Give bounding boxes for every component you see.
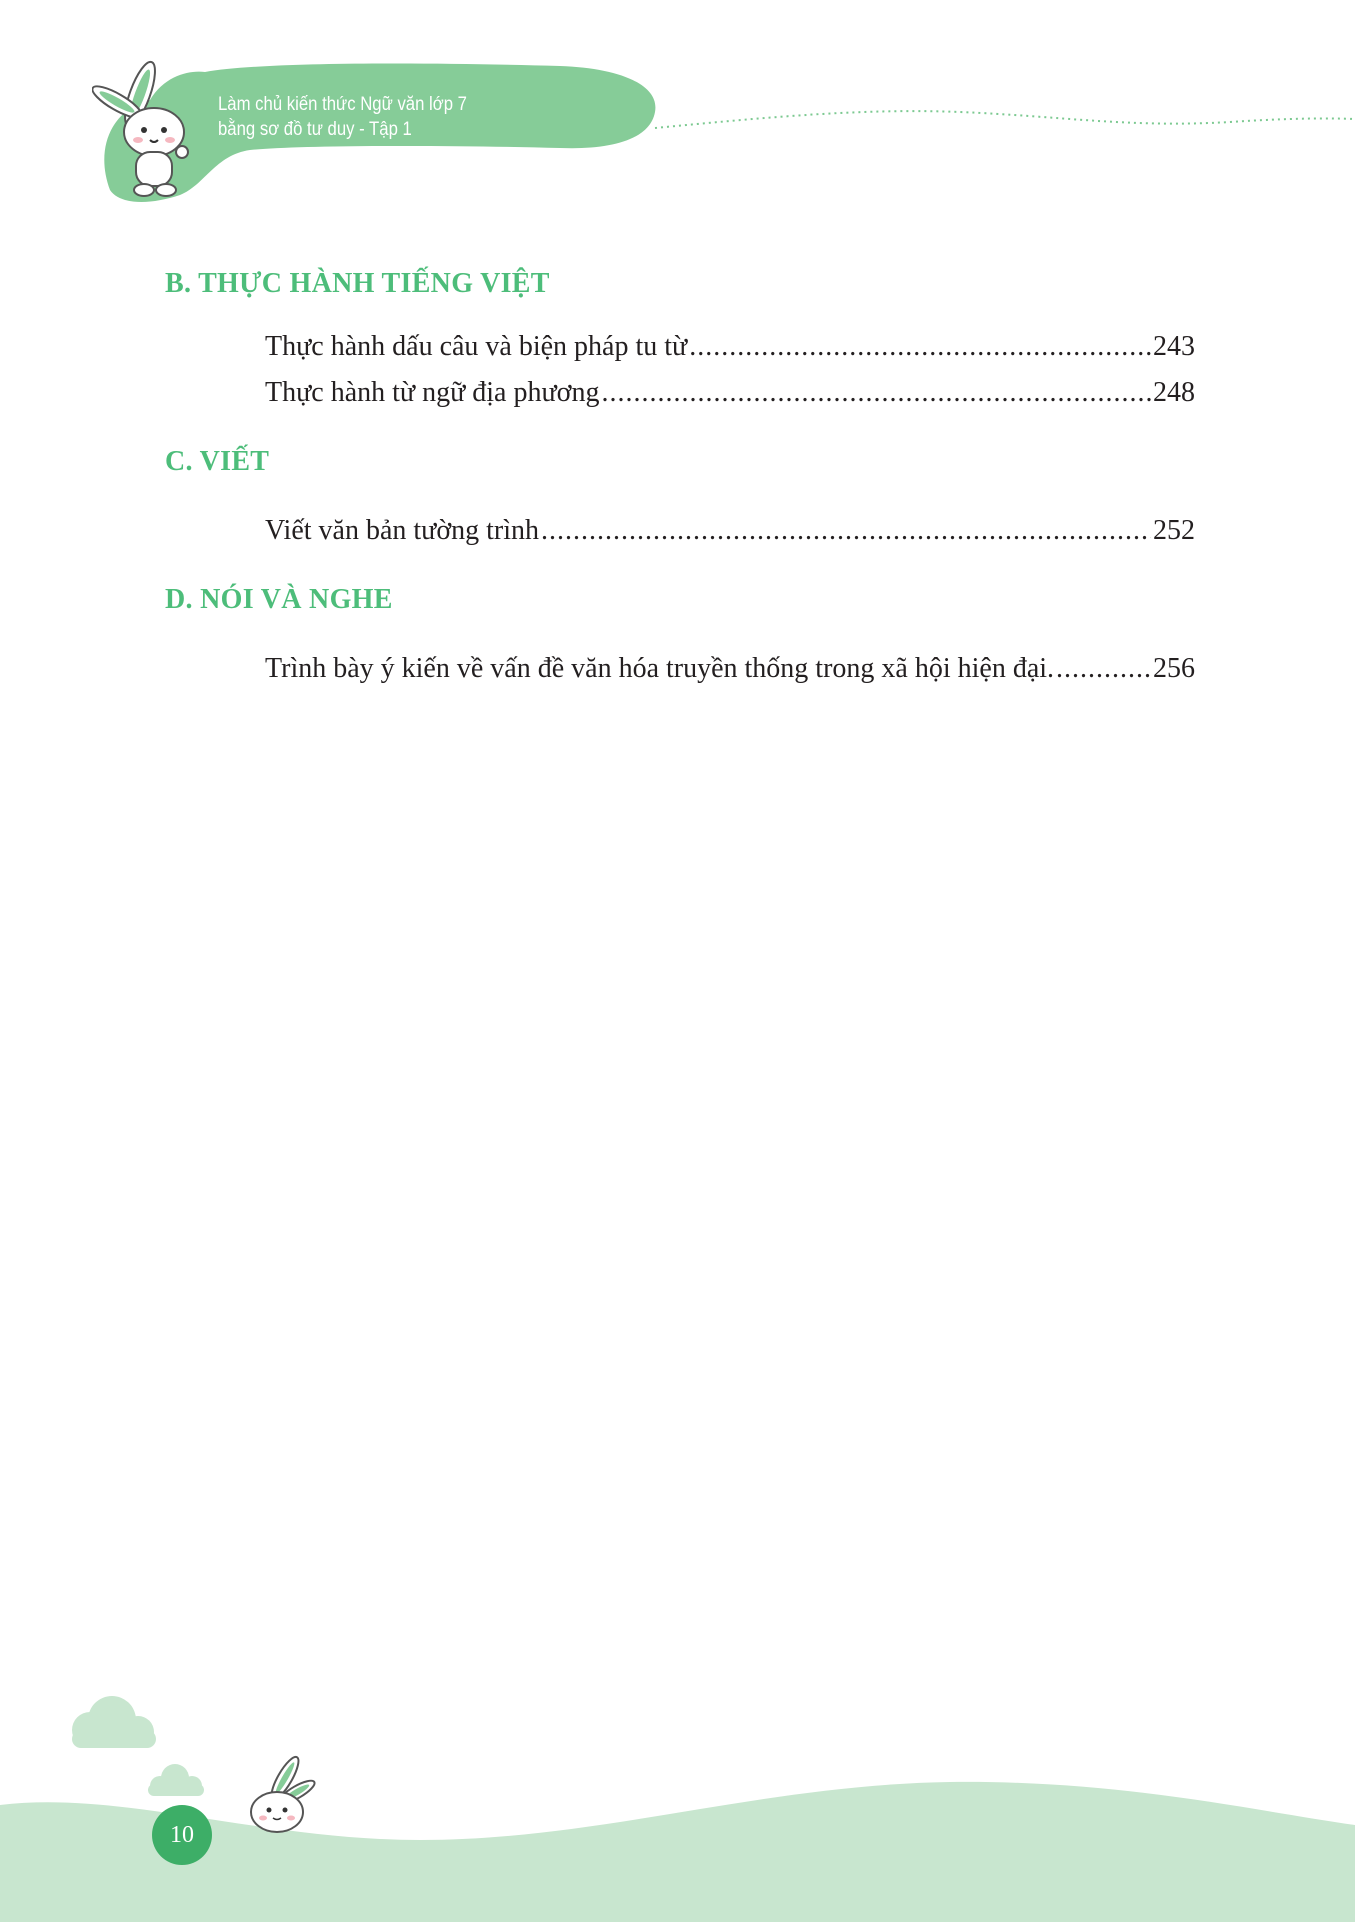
- running-header: [218, 92, 467, 142]
- dot-leader: [1056, 646, 1151, 692]
- toc-entry[interactable]: [265, 508, 1195, 554]
- dot-leader: [689, 324, 1151, 370]
- page-number: 10: [152, 1805, 212, 1865]
- toc-entry[interactable]: [265, 646, 1195, 692]
- dot-leader: [541, 508, 1151, 554]
- toc-entry-page: 252: [1153, 515, 1195, 546]
- table-of-contents: [165, 258, 1195, 692]
- toc-entry-title: Thực hành dấu câu và biện pháp tu từ: [265, 331, 688, 362]
- toc-entry-title: Viết văn bản tường trình: [265, 515, 540, 546]
- cloud-icon: [148, 1764, 204, 1796]
- footer-hills: [0, 1690, 1355, 1922]
- cloud-icon: [72, 1696, 156, 1748]
- toc-entry-title: Thực hành từ ngữ địa phương: [265, 377, 600, 408]
- toc-entry[interactable]: [265, 370, 1195, 416]
- header-line-2: bằng sơ đồ tư duy - Tập 1: [218, 119, 412, 140]
- section-heading: B. THỰC HÀNH TIẾNG VIỆT: [165, 268, 550, 299]
- toc-entry[interactable]: [265, 324, 1195, 370]
- section-heading: D. NÓI VÀ NGHE: [165, 584, 393, 615]
- dot-leader: [601, 370, 1151, 416]
- header-line-1: Làm chủ kiến thức Ngữ văn lớp 7: [218, 94, 467, 115]
- toc-entry-page: 248: [1153, 377, 1195, 408]
- toc-entry-page: 256: [1153, 653, 1195, 684]
- toc-entry-title: Trình bày ý kiến về vấn đề văn hóa truyền thống trong xã hội hiện đại.: [265, 653, 1055, 684]
- bunny-mascot-icon: [92, 52, 212, 202]
- toc-entry-page: 243: [1153, 331, 1195, 362]
- bunny-peek-icon: [251, 1754, 317, 1832]
- section-heading: C. VIẾT: [165, 446, 270, 477]
